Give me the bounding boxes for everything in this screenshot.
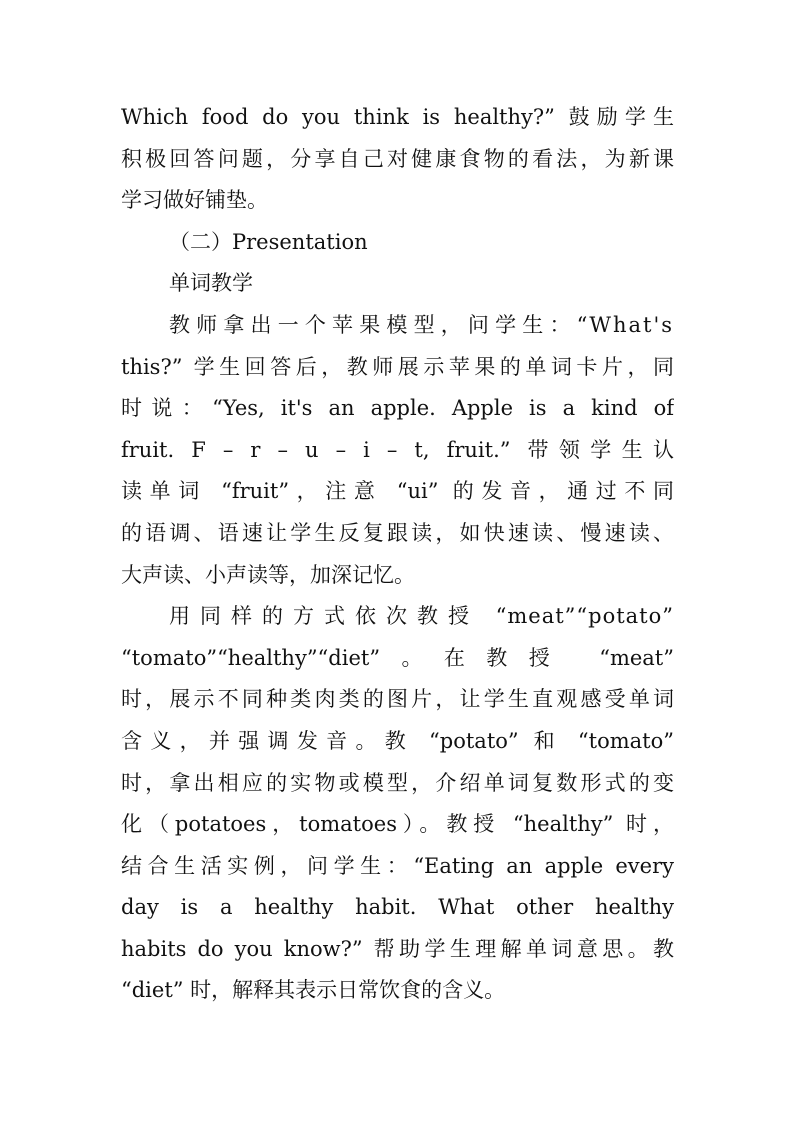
paragraph-line: 读单词 “fruit”，注意 “ui” 的发音，通过不同 — [121, 479, 674, 504]
paragraph-line: 教师拿出一个苹果模型，问学生：“What's — [169, 312, 674, 337]
paragraph-line: 用同样的方式依次教授 “meat”“potato” — [169, 604, 674, 629]
paragraph-line: this?” 学生回答后，教师展示苹果的单词卡片，同 — [121, 354, 674, 379]
paragraph-line: 含义，并强调发音。教 “potato” 和 “tomato” — [121, 728, 674, 753]
document-body — [121, 97, 674, 1012]
paragraph-line: 大声读、小声读等，加深记忆。 — [121, 562, 415, 587]
paragraph-line: 的语调、语速让学生反复跟读，如快速读、慢速读、 — [121, 520, 674, 545]
paragraph-line: 结合生活实例，问学生：“Eating an apple every — [121, 853, 674, 878]
subheading: 单词教学 — [169, 271, 253, 296]
paragraph-line: 化（potatoes，tomatoes）。教授 “healthy” 时， — [121, 812, 674, 837]
paragraph-line: 积极回答问题，分享自己对健康食物的看法，为新课 — [121, 146, 674, 171]
paragraph-line: 时，展示不同种类肉类的图片，让学生直观感受单词 — [121, 687, 674, 712]
paragraph-line: “diet” 时，解释其表示日常饮食的含义。 — [121, 978, 506, 1003]
paragraph-line: Which food do you think is healthy?” 鼓励学生 — [121, 105, 674, 129]
section-heading: （二）Presentation — [169, 229, 368, 254]
paragraph-line: 时，拿出相应的实物或模型，介绍单词复数形式的变 — [121, 770, 674, 795]
paragraph-line: day is a healthy habit. What other healthy — [121, 895, 674, 920]
paragraph-line: 时说：“Yes, it's an apple. Apple is a kind of — [121, 396, 674, 421]
paragraph-line: habits do you know?” 帮助学生理解单词意思。教 — [121, 936, 674, 961]
paragraph-line: fruit. F – r – u – i – t, fruit.” 带领学生认 — [121, 437, 674, 462]
paragraph-line: 学习做好铺垫。 — [121, 188, 268, 213]
paragraph-line: “tomato”“healthy”“diet”。在教授 “meat” — [121, 645, 674, 670]
